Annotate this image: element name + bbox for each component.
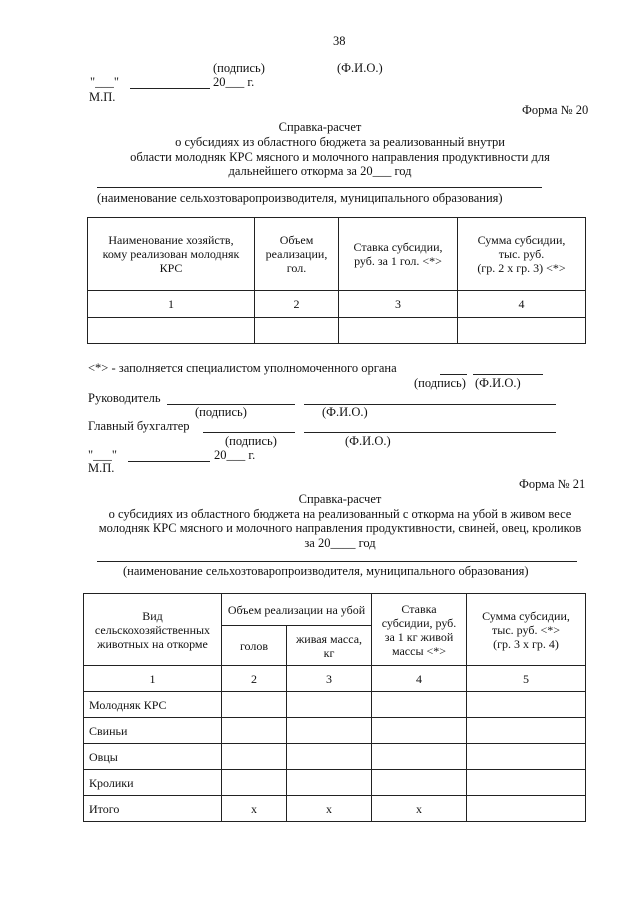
accountant-fio-line [304,432,556,433]
form21-title: Справка-расчет [298,492,382,506]
row-sum [467,796,586,822]
form20-subtitle-1: о субсидиях из областного бюджета за реализованный внутри [175,135,505,149]
form21-subtitle-3: за 20____ год [304,536,376,550]
form20-header-farms: Наименование хозяйств, кому реализован молодняк КРС [88,218,255,291]
table-row-total [84,796,586,822]
form20-header-rate: Ставка субсидии, руб. за 1 гол. <*> [339,218,458,291]
form20-subtitle-2: области молодняк КРС мясного и молочного направления продуктивности для [130,150,550,164]
row-name: Свиньи [84,718,222,744]
row-rate: х [372,796,467,822]
row-weight [287,744,372,770]
accountant-fio-caption: (Ф.И.О.) [345,434,391,448]
form21-col-number: 2 [222,666,287,692]
table-row [84,770,586,796]
form21-table [83,593,586,822]
form20-header-volume: Объем реализации, гол. [255,218,339,291]
row-weight: х [287,796,372,822]
form21-col-number: 1 [84,666,222,692]
form20-data-cell [339,318,458,344]
form20-title: Справка-расчет [278,120,362,134]
head-fio-caption: (Ф.И.О.) [322,405,368,419]
form21-header-heads: голов [222,626,287,666]
form20-col-number: 3 [339,291,458,318]
row-rate [372,692,467,718]
form21-org-line [97,561,577,562]
form21-subtitle-1: о субсидиях из областного бюджета на реализованный с откорма на убой в живом весе [108,507,572,521]
top-date-suffix: 20___ г. [213,75,255,89]
form20-subtitle-3: дальнейшего откорма за 20___ год [228,164,412,178]
row-name: Кролики [84,770,222,796]
form20-col-number: 1 [88,291,255,318]
table-row [84,692,586,718]
footnote-fio-line [473,374,543,375]
form20-org-line [97,187,542,188]
form21-header-rate: Ставка субсидии, руб. за 1 кг живой массы <*> [372,594,467,666]
head-signature-caption: (подпись) [195,405,247,419]
row-sum [467,770,586,796]
accountant-signature-caption: (подпись) [225,434,277,448]
row-name: Овцы [84,744,222,770]
row-heads [222,718,287,744]
form21-header-weight: живая масса, кг [287,626,372,666]
row-sum [467,692,586,718]
form21-col-number: 4 [372,666,467,692]
top-date-prefix: "___" [90,75,119,89]
page-number: 38 [333,34,346,48]
form21-subtitle-2: молодняк КРС мясного и молочного направления продуктивности, свиней, овец, кроликов [98,521,582,535]
row-weight [287,770,372,796]
row-heads [222,770,287,796]
table-row [84,718,586,744]
form20-table [87,217,586,344]
form20-data-cell [255,318,339,344]
row-weight [287,718,372,744]
footnote-signature-caption: (подпись) [414,376,466,390]
top-date-line [130,88,210,89]
row-name: Итого [84,796,222,822]
form21-org-caption: (наименование сельхозтоваропроизводителя, муниципального образования) [123,564,529,578]
row-heads: х [222,796,287,822]
form21-header-sum: Сумма субсидии, тыс. руб. <*> (гр. 3 х гр. 4) [467,594,586,666]
form20-date-prefix: "___" [88,448,117,462]
row-heads [222,692,287,718]
form20-footnote: <*> - заполняется специалистом уполномоченного органа [88,361,397,375]
row-heads [222,744,287,770]
form20-data-cell [88,318,255,344]
top-stamp: М.П. [89,90,116,104]
form20-date-line [128,461,210,462]
row-rate [372,718,467,744]
form21-label: Форма № 21 [519,477,586,491]
form20-stamp: М.П. [88,461,115,475]
form20-data-cell [458,318,586,344]
form20-org-caption: (наименование сельхозтоваропроизводителя, муниципального образования) [97,191,503,205]
accountant-label: Главный бухгалтер [88,419,190,433]
top-fio-caption: (Ф.И.О.) [337,61,383,75]
row-rate [372,770,467,796]
form20-col-number: 4 [458,291,586,318]
form20-label: Форма № 20 [522,103,589,117]
row-sum [467,718,586,744]
form21-header-kind: Вид сельскохозяйственных животных на откорме [84,594,222,666]
row-weight [287,692,372,718]
form20-date-suffix: 20___ г. [214,448,256,462]
form21-col-number: 5 [467,666,586,692]
top-signature-caption: (подпись) [213,61,265,75]
footnote-signature-line [440,374,467,375]
row-rate [372,744,467,770]
form20-col-number: 2 [255,291,339,318]
row-name: Молодняк КРС [84,692,222,718]
footnote-fio-caption: (Ф.И.О.) [475,376,521,390]
head-label: Руководитель [88,391,161,405]
form20-header-sum: Сумма субсидии, тыс. руб. (гр. 2 х гр. 3) <*> [458,218,586,291]
accountant-signature-line [203,432,295,433]
form21-col-number: 3 [287,666,372,692]
row-sum [467,744,586,770]
form21-header-volume: Объем реализации на убой [222,594,372,626]
table-row [84,744,586,770]
